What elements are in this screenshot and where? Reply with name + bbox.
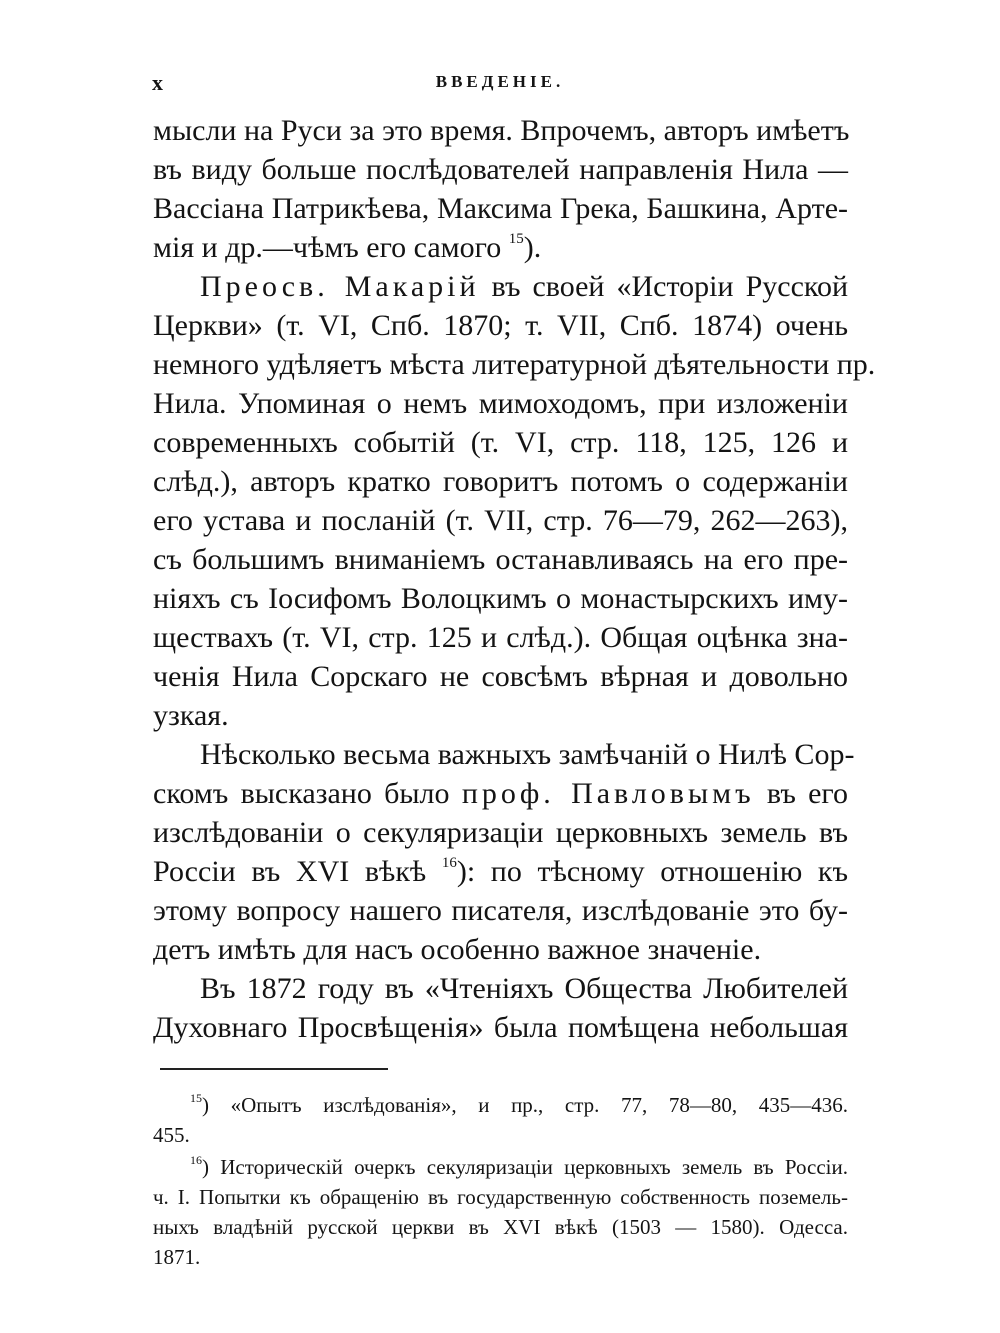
text-line [153, 229, 848, 267]
spaced-name: проф. Павловымъ [461, 777, 755, 810]
text-line [200, 268, 848, 306]
text-line: Духовнаго Просвѣщенія» была помѣщена небольшая [153, 1011, 848, 1044]
footnote-line: ныхъ владѣній русской церкви въ XVI вѣкѣ (1503 — 1580). Одесса. [153, 1215, 848, 1239]
text-segment: скомъ высказано было [153, 777, 462, 810]
text-line: этому вопросу нашего писателя, изслѣдованіе это бу- [153, 894, 848, 927]
text-line: детъ имѣть для насъ особенно важное значеніе. [153, 933, 762, 966]
page-number: x [152, 70, 164, 95]
text-segment: Россіи въ XVI вѣкѣ [153, 855, 442, 888]
text-segment: мія и др.—чѣмъ его самого [153, 231, 509, 264]
text-line [153, 853, 848, 891]
text-line: ченія Нила Сорскаго не совсѣмъ вѣрная и довольно [153, 660, 848, 693]
text-line: Въ 1872 году въ «Чтеніяхъ Общества Любителей [200, 972, 848, 1005]
text-line: Нила. Упоминая о немъ мимоходомъ, при изложеніи [153, 387, 848, 420]
text-line: въ виду больше послѣдователей направленія Нила — [153, 153, 848, 186]
text-segment: ): по тѣсному отношенію къ [456, 855, 849, 888]
text-line: слѣд.), авторъ кратко говоритъ потомъ о содержаніи [153, 465, 848, 498]
text-line: Вассіана Патрикѣева, Максима Грека, Башкина, Арте- [153, 192, 848, 225]
text-line: съ большимъ вниманіемъ останавливаясь на его пре- [153, 543, 848, 576]
footnote-text: ) «Опытъ изслѣдованія», и пр., стр. 77, 78—80, 435—436. [202, 1093, 848, 1117]
text-line: немного удѣляетъ мѣста литературной дѣятельности пр. [153, 348, 876, 381]
text-line: современныхъ событій (т. VI, стр. 118, 125, 126 и [153, 426, 848, 459]
spaced-name: Преосв. Макарій [200, 270, 480, 303]
text-line [153, 775, 848, 813]
text-line: Церкви» (т. VI, Спб. 1870; т. VII, Спб. 1874) очень [153, 309, 848, 342]
footnote-16 [190, 1152, 848, 1182]
running-head: ВВЕДЕНІЕ. [435, 72, 565, 91]
text-line: Нѣсколько весьма важныхъ замѣчаній о Нилѣ Сор- [200, 738, 855, 771]
footnote-ref-15: 15 [508, 231, 524, 247]
footnote-rule [160, 1068, 388, 1070]
footnote-mark: 16 [190, 1153, 202, 1167]
text-line: ществахъ (т. VI, стр. 125 и слѣд.). Общая оцѣнка зна- [153, 621, 848, 654]
text-line: ніяхъ съ Іосифомъ Волоцкимъ о монастырскихъ иму- [153, 582, 848, 615]
footnote-line: 1871. [153, 1245, 201, 1269]
text-line: узкая. [153, 699, 229, 732]
text-line: мысли на Руси за это время. Впрочемъ, авторъ имѣетъ [153, 114, 850, 147]
footnote-text: ) Историческій очеркъ секуляризаціи церковныхъ земель въ Россіи. [202, 1155, 848, 1179]
text-line: изслѣдованіи о секуляризаціи церковныхъ земель въ [153, 816, 848, 849]
footnote-line: ч. I. Попытки къ обращенію въ государственную собственность поземель- [153, 1185, 848, 1209]
text-line: его устава и посланій (т. VII, стр. 76—79, 262—263), [153, 504, 848, 537]
footnote-15 [190, 1090, 848, 1120]
footnote-mark: 15 [190, 1091, 202, 1105]
footnote-line: 455. [153, 1123, 190, 1147]
footnote-ref-16: 16 [441, 855, 457, 871]
text-segment: ). [523, 231, 542, 264]
text-segment: въ своей «Исторіи Русской [479, 270, 848, 303]
text-segment: въ его [754, 777, 848, 810]
